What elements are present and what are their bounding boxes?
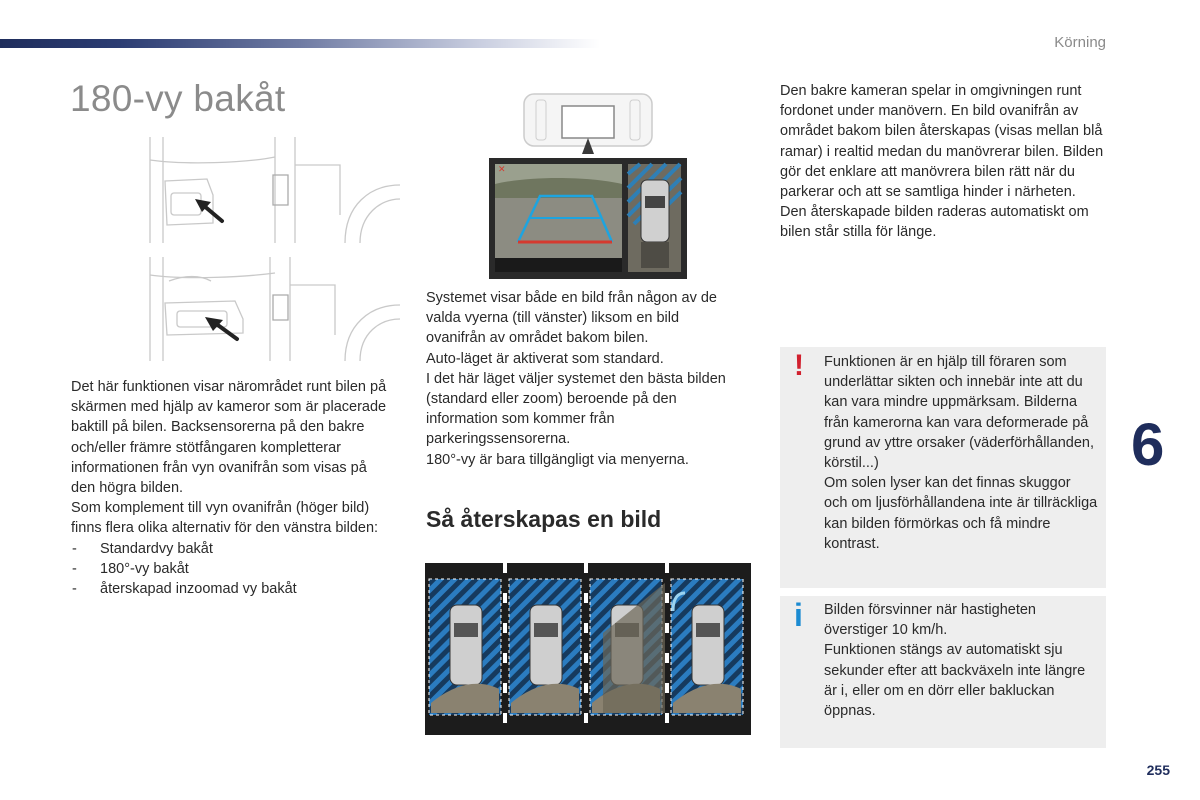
- paragraph: Som komplement till vyn ovanifrån (höger bild) finns flera olika alternativ för den vänstra bilden:: [71, 500, 379, 537]
- list-item: - återskapad inzoomad vy bakåt: [71, 579, 391, 599]
- intro-text: [71, 377, 391, 599]
- info-icon: i: [794, 597, 803, 633]
- page-title: 180-vy bakåt: [70, 78, 286, 119]
- exclamation-icon: !: [794, 349, 804, 382]
- paragraph: Systemet visar både en bild från någon av de valda vyerna (till vänster) liksom en bild ovanifrån av området bakom bilen.: [426, 290, 717, 347]
- camera-text: [780, 81, 1110, 243]
- display-illustration: [488, 92, 688, 280]
- header-bar: [0, 39, 600, 48]
- paragraph: Om solen lyser kan det finnas skuggor och om ljusförhållandena inte är tillräckliga kan bilden förmörkas och få mindre kontrast.: [824, 475, 1098, 552]
- rear-camera-illustration: [145, 135, 400, 363]
- warning-box: [780, 347, 1106, 588]
- paragraph: Den bakre kameran spelar in omgivningen runt fordonet under manövern. En bild ovanifrån av området bakom bilen återskapas (visas mellan blå ramar) i realtid medan du manövrerar bilen. Bilden gör det enklare att manövrera bilen rätt när du parkerar och att se samtliga hinder i närheten.: [780, 83, 1104, 201]
- chapter-number: 6: [1131, 411, 1165, 478]
- svg-text:✕: ✕: [498, 164, 506, 174]
- paragraph: Funktionen stängs av automatiskt sju sekunder efter att backväxeln inte längre är i, eller om en dörr eller bakluckan öppnas.: [824, 642, 1086, 720]
- list-item: - 180°-vy bakåt: [71, 559, 391, 579]
- reconstruction-illustration: [425, 563, 751, 735]
- paragraph: Den återskapade bilden raderas automatiskt om bilen står stilla för länge.: [780, 204, 1089, 241]
- page-number: 255: [1146, 762, 1170, 778]
- info-box: [780, 596, 1106, 748]
- view-options-list: [71, 539, 391, 600]
- section-label: Körning: [1054, 34, 1106, 51]
- paragraph: Det här funktionen visar närområdet runt bilen på skärmen med hjälp av kameror som är placerade baktill på bilen. Backsensorerna på den bakre och/eller främre stötfångaren kompletterar informationen från vyn ovanifrån som visas på den högra bilden.: [71, 379, 387, 497]
- paragraph: Bilden försvinner när hastigheten överstiger 10 km/h.: [824, 602, 1036, 639]
- system-text: [426, 288, 736, 470]
- paragraph: 180°-vy är bara tillgängligt via menyerna.: [426, 451, 689, 468]
- paragraph: Funktionen är en hjälp till föraren som underlättar sikten och innebär inte att du kan vara mindre uppmärksam. Bilderna från kamerorna kan vara deformerade på grund av yttre orsaker (väderförhållanden, körstil...): [824, 354, 1095, 472]
- list-item: - Standardvy bakåt: [71, 539, 391, 559]
- paragraph: I det här läget väljer systemet den bästa bilden (standard eller zoom) beroende på den information som kommer från parkeringssensorerna.: [426, 370, 726, 448]
- section-heading: Så återskapas en bild: [426, 506, 662, 532]
- paragraph: Auto-läget är aktiverat som standard.: [426, 350, 664, 367]
